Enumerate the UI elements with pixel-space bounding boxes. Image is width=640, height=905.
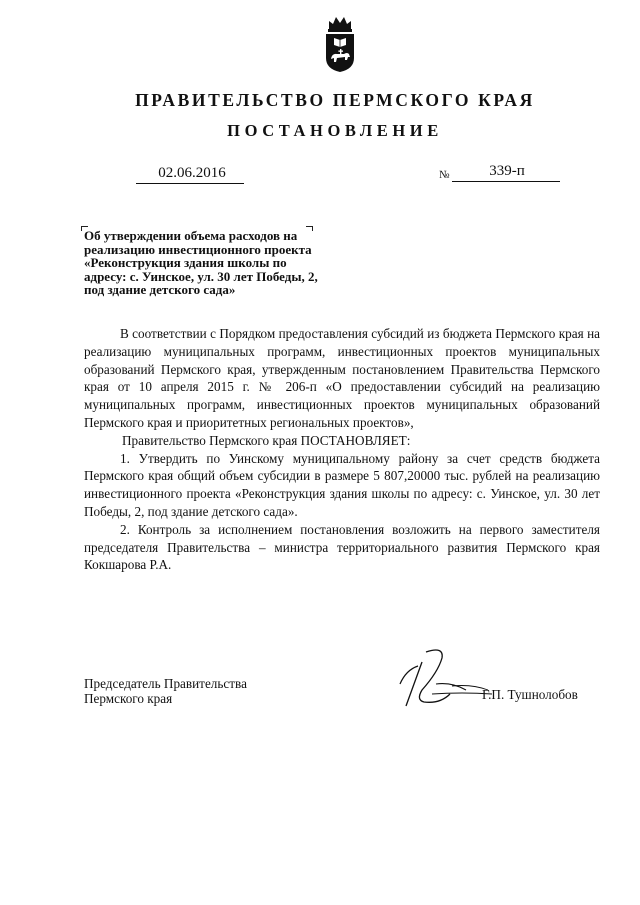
document-subject: Об утверждении объема расходов на реализацию инвестиционного проекта «Реконструкция здания школы по адресу: с. Уинское, ул. 30 лет Победы, 2, под здание детского сада» xyxy=(84,228,318,298)
document-number: 339-п xyxy=(489,163,525,179)
item-1-paragraph: 1. Утвердить по Уинскому муниципальному району за счет средств бюджета Пермского края общий объем субсидии в размере 5 807,20000 тыс. рублей на реализацию инвестиционного проекта «Реконструкция здания школы по адресу: с. Уинское, ул. 30 лет Победы, 2, под здание детского сада». xyxy=(84,450,600,519)
document-type: ПОСТАНОВЛЕНИЕ xyxy=(227,121,443,140)
signer-position-line-1: Председатель Правительства xyxy=(84,676,247,691)
date-underline xyxy=(136,183,244,184)
item-2-paragraph: 2. Контроль за исполнением постановления возложить на первого заместителя председателя Правительства – министра территориального развития Пермского края Кокшарова Р.А. xyxy=(84,521,600,573)
handwritten-signature-icon xyxy=(392,644,502,714)
decree-paragraph: Правительство Пермского края ПОСТАНОВЛЯЕТ: xyxy=(122,432,411,448)
document-body xyxy=(84,325,600,574)
number-sign: № xyxy=(439,169,450,181)
preamble-paragraph: В соответствии с Порядком предоставления субсидий из бюджета Пермского края на реализацию муниципальных программ, инвестиционных проектов муниципальных образований Пермского края, утвержденным постановлением Правительства Пермского края от 10 апреля 2015 г. № 206-п «О предоставлении субсидий на реализацию муниципальных программ, инвестиционных проектов муниципальных образований Пермского края и приоритетных региональных проектов», xyxy=(84,326,600,430)
signer-position xyxy=(84,676,304,706)
organization-title: ПРАВИТЕЛЬСТВО ПЕРМСКОГО КРАЯ xyxy=(135,90,535,110)
document-date: 02.06.2016 xyxy=(158,165,226,181)
coat-of-arms-icon xyxy=(323,14,357,74)
signer-position-line-2: Пермского края xyxy=(84,691,173,706)
number-underline xyxy=(452,181,560,182)
signer-name: Г.П. Тушнолобов xyxy=(482,687,578,702)
